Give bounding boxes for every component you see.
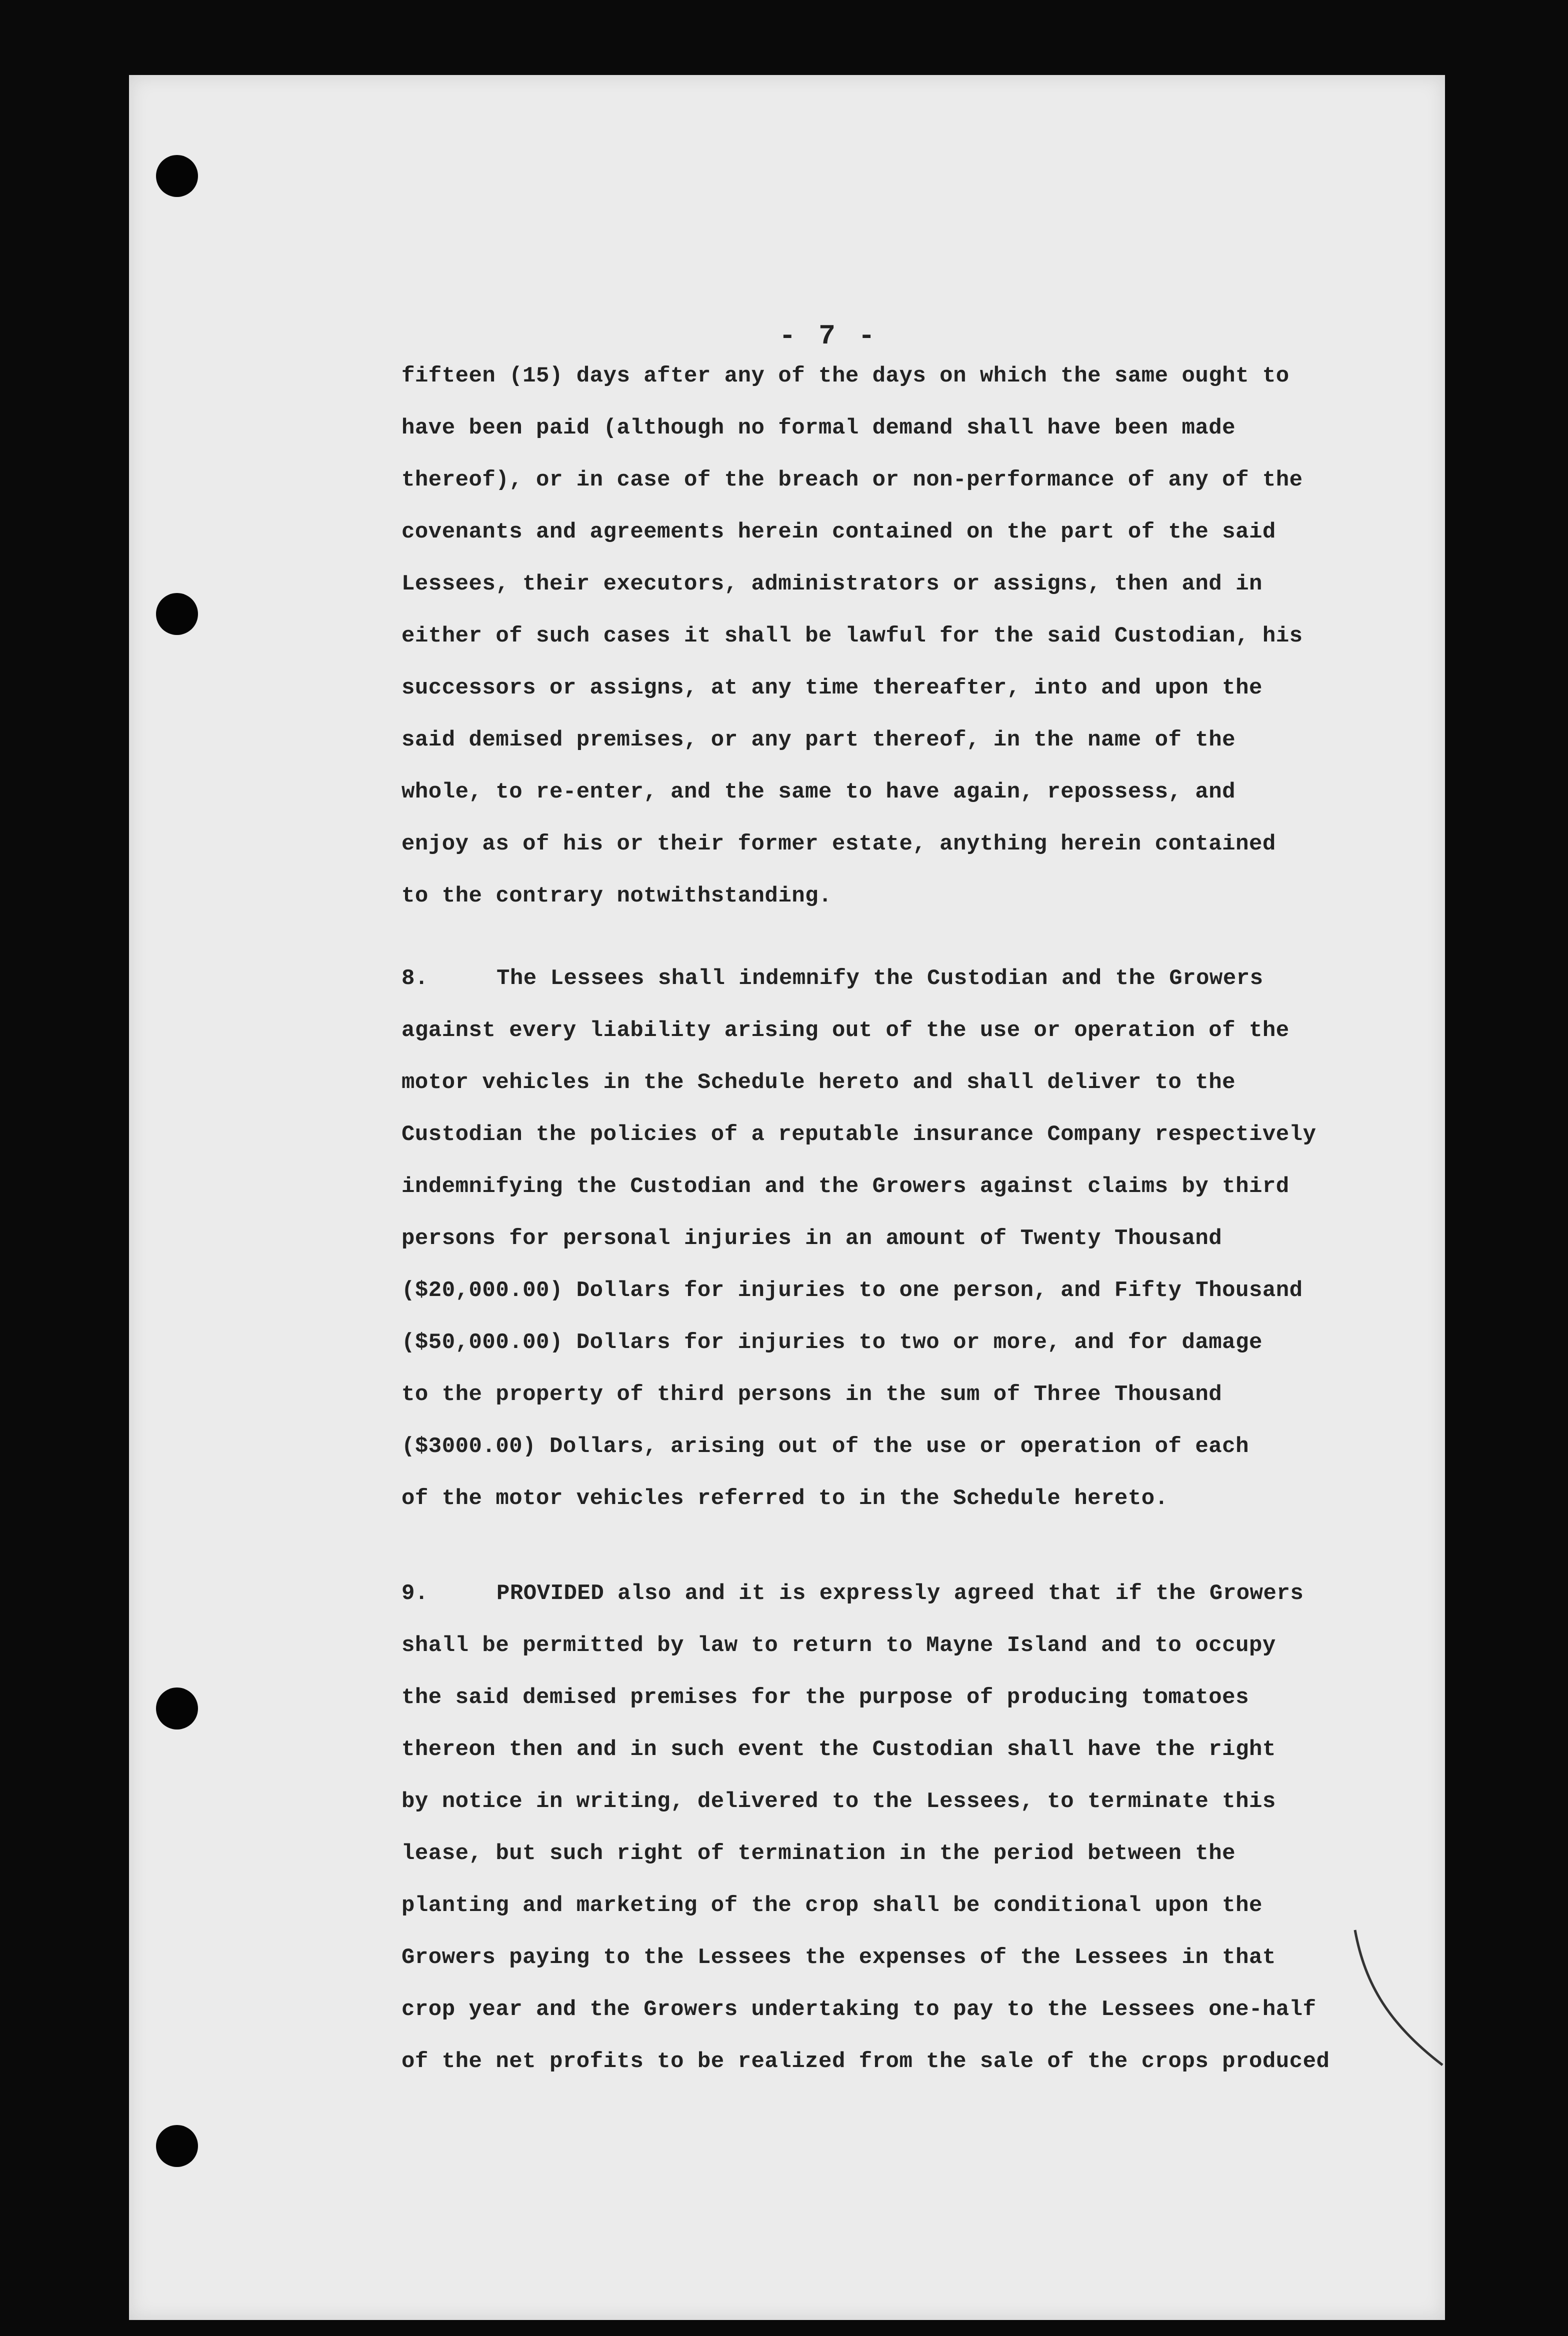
text-line: thereof), or in case of the breach or non-performance of any of the [402,468,1303,492]
clause-8 [402,952,1422,1524]
clause-number: 9. [402,1581,428,1606]
text-line: Growers paying to the Lessees the expenses of the Lessees in that [402,1945,1276,1970]
clause-text: The Lessees shall indemnify the Custodian and the Growers [496,966,1264,991]
text-line: said demised premises, or any part thereof, in the name of the [402,728,1236,752]
punch-hole-2 [156,593,198,635]
page-number: - 7 - [779,320,878,352]
punch-hole-4 [156,2125,198,2167]
text-line: lease, but such right of termination in the period between the [402,1841,1236,1866]
text-line: indemnifying the Custodian and the Growers against claims by third [402,1174,1290,1199]
text-line: ($20,000.00) Dollars for injuries to one person, and Fifty Thousand [402,1278,1303,1303]
text-line: the said demised premises for the purpose of producing tomatoes [402,1685,1249,1710]
punch-hole-3 [156,1688,198,1730]
text-line: enjoy as of his or their former estate, anything herein contained [402,832,1276,856]
text-line: whole, to re-enter, and the same to have again, repossess, and [402,780,1236,804]
text-line: persons for personal injuries in an amount of Twenty Thousand [402,1226,1222,1251]
pen-mark [1345,1925,1445,2075]
clause-number: 8. [402,966,428,991]
text-line: planting and marketing of the crop shall be conditional upon the [402,1893,1262,1918]
text-line: Custodian the policies of a reputable insurance Company respectively [402,1122,1316,1147]
clause-text: PROVIDED also and it is expressly agreed that if the Growers [496,1581,1304,1606]
text-line: to the contrary notwithstanding. [402,884,832,908]
text-line: against every liability arising out of the use or operation of the [402,1018,1290,1043]
text-line: ($3000.00) Dollars, arising out of the use or operation of each [402,1434,1249,1459]
text-line [402,952,1422,1004]
text-line: to the property of third persons in the sum of Three Thousand [402,1382,1222,1407]
text-line: motor vehicles in the Schedule hereto and shall deliver to the [402,1070,1236,1095]
text-line: crop year and the Growers undertaking to pay to the Lessees one-half [402,1997,1316,2022]
text-line: ($50,000.00) Dollars for injuries to two or more, and for damage [402,1330,1262,1355]
text-line: have been paid (although no formal demand shall have been made [402,416,1236,440]
text-line: Lessees, their executors, administrators or assigns, then and in [402,572,1262,596]
document-page [129,75,1445,2320]
text-line: covenants and agreements herein contained on the part of the said [402,520,1276,544]
text-line: shall be permitted by law to return to Mayne Island and to occupy [402,1633,1276,1658]
text-line: by notice in writing, delivered to the Lessees, to terminate this [402,1789,1276,1814]
text-line: of the net profits to be realized from the sale of the crops produced [402,2049,1330,2074]
text-line: thereon then and in such event the Custodian shall have the right [402,1737,1276,1762]
text-line [402,1568,1422,1620]
text-line: successors or assigns, at any time thereafter, into and upon the [402,676,1262,700]
clause-9 [402,1568,1422,2088]
text-line: of the motor vehicles referred to in the Schedule hereto. [402,1486,1168,1511]
text-line: either of such cases it shall be lawful for the said Custodian, his [402,624,1303,648]
punch-hole-1 [156,155,198,197]
continuation-paragraph [402,350,1422,922]
text-line: fifteen (15) days after any of the days on which the same ought to [402,364,1290,388]
